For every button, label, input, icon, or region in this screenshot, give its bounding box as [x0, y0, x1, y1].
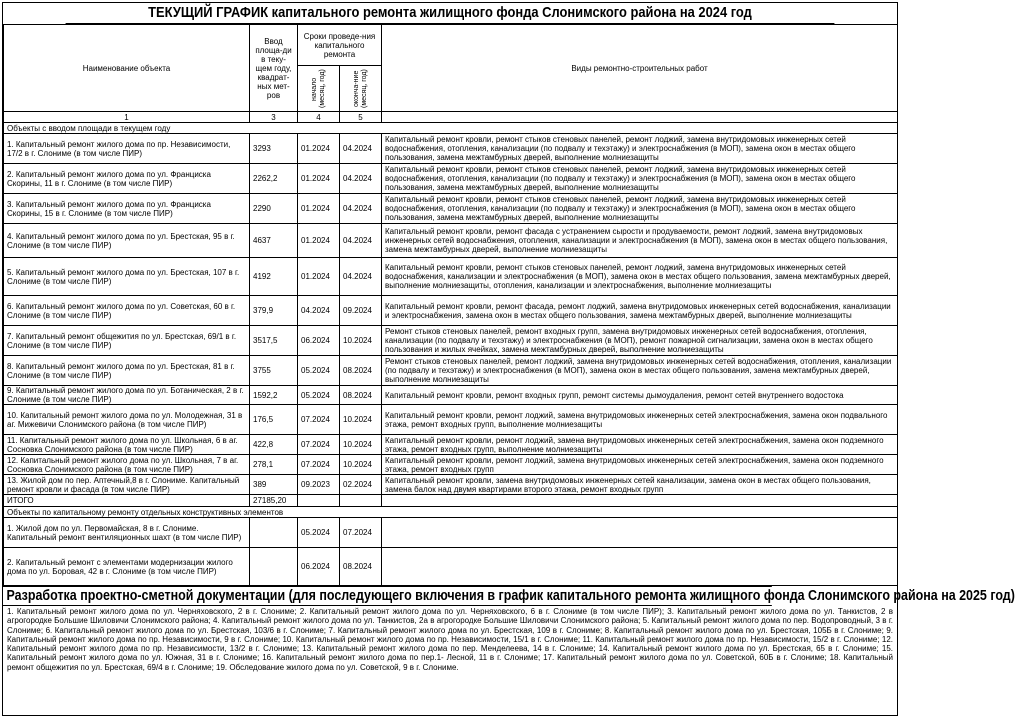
object-name: 12. Капитальный ремонт жилого дома по ул. Школьная, 7 в аг. Сосновка Слонимского района (в том числе ПИР)	[4, 455, 250, 475]
start-date: 07.2024	[298, 455, 340, 475]
table-row	[4, 258, 898, 296]
start-date: 01.2024	[298, 134, 340, 164]
end-date: 10.2024	[340, 435, 382, 455]
column-numbers-row	[4, 112, 898, 123]
table-row	[4, 518, 898, 548]
works-description	[382, 548, 898, 586]
schedule-table	[3, 24, 898, 586]
total-row	[4, 495, 898, 507]
start-date: 07.2024	[298, 435, 340, 455]
end-date: 10.2024	[340, 455, 382, 475]
header-end-cell	[340, 66, 382, 112]
end-date: 04.2024	[340, 224, 382, 258]
total-label: ИТОГО	[4, 495, 250, 507]
table-row	[4, 475, 898, 495]
end-date: 02.2024	[340, 475, 382, 495]
total-empty-works	[382, 495, 898, 507]
works-description: Капитальный ремонт кровли, ремонт стыков стеновых панелей, ремонт лоджий, замена внутридомовых инженерных сетей водоснабжения, отопления, канализации (по подвалу и техэтажу) и электроснабжения (в МОП), замена окон в местах общего пользования, замена межтамбурных дверей, выполнение молниезащиты	[382, 194, 898, 224]
object-name: 4. Капитальный ремонт жилого дома по ул. Брестская, 95 в г. Слониме (в том числе ПИР)	[4, 224, 250, 258]
header-terms: Сроки проведе-ния капитального ремонта	[298, 25, 382, 66]
header-area: Ввод площа-ди в теку-щем году, квадрат-ных мет-ров	[250, 25, 298, 112]
object-area: 1592,2	[250, 386, 298, 405]
end-date: 08.2024	[340, 548, 382, 586]
object-area: 2262,2	[250, 164, 298, 194]
col-num-3: 3	[250, 112, 298, 123]
table-row	[4, 356, 898, 386]
object-name: 1. Капитальный ремонт жилого дома по пр. Независимости, 17/2 в г. Слониме (в том числе ПИР)	[4, 134, 250, 164]
object-area: 278,1	[250, 455, 298, 475]
object-name: 2. Капитальный ремонт жилого дома по ул. Франциска Скорины, 11 в г. Слониме (в том числе ПИР)	[4, 164, 250, 194]
works-description: Капитальный ремонт кровли, ремонт фасада, ремонт лоджий, замена внутридомовых инженерных сетей водоснабжения, канализации и электроснабжения, замена окон в местах общего пользования, замена межтамбурных дверей, выполнение молниезащиты	[382, 296, 898, 326]
section1-row	[4, 123, 898, 134]
works-description	[382, 518, 898, 548]
section1-title: Объекты с вводом площади в текущем году	[4, 123, 898, 134]
table-row	[4, 435, 898, 455]
works-description: Ремонт стыков стеновых панелей, ремонт лоджий, замена внутридомовых инженерных сетей водоснабжения, отопления, канализации (по подвалу и техэтажу) и электроснабжения (в МОП), замена окон в местах общего пользования, замена межтамбурных дверей, выполнение молниезащиты	[382, 356, 898, 386]
table-row	[4, 224, 898, 258]
works-description: Капитальный ремонт кровли, ремонт стыков стеновых панелей, ремонт лоджий, замена внутридомовых инженерных сетей водоснабжения, отопления, канализации (по подвалу и техэтажу) и электроснабжения (в МОП), замена окон в местах общего пользования, замена межтамбурных дверей, выполнение молниезащиты	[382, 134, 898, 164]
object-name: 10. Капитальный ремонт жилого дома по ул. Молодежная, 31 в аг. Мижевичи Слонимского района (в том числе ПИР)	[4, 405, 250, 435]
object-name: 13. Жилой дом по пер. Аптечный,8 в г. Слониме. Капитальный ремонт кровли и фасада (в том числе ПИР)	[4, 475, 250, 495]
works-description: Капитальный ремонт кровли, ремонт лоджий, замена внутридомовых инженерных сетей электроснабжения, замена окон подземного этажа, ремонт входных групп, выполнение молниезащиты	[382, 435, 898, 455]
works-description: Капитальный ремонт кровли, ремонт стыков стеновых панелей, ремонт лоджий, замена внутридомовых инженерных сетей водоснабжения, канализации и электроснабжения (в МОП), замена окон в местах общего пользования, замена межтамбурных дверей, выполнение молниезащиты, отопления, канализации и электроснабжения, выполнение молниезащиты	[382, 258, 898, 296]
header-start: начало (месяц, год)	[310, 69, 326, 109]
doc-section-title: Разработка проектно-сметной документации (для последующего включения в график капитального ремонта жилищного фонда Слонимского района на 2025 год)	[3, 586, 772, 606]
start-date: 01.2024	[298, 164, 340, 194]
section2-row	[4, 507, 898, 518]
object-name: 8. Капитальный ремонт жилого дома по ул. Брестская, 81 в г. Слониме (в том числе ПИР)	[4, 356, 250, 386]
object-area: 3517,5	[250, 326, 298, 356]
end-date: 08.2024	[340, 356, 382, 386]
object-area: 379,9	[250, 296, 298, 326]
start-date: 04.2024	[298, 296, 340, 326]
end-date: 07.2024	[340, 518, 382, 548]
object-name: 2. Капитальный ремонт с элементами модернизации жилого дома по ул. Боровая, 42 в г. Слониме (в том числе ПИР)	[4, 548, 250, 586]
object-area: 4637	[250, 224, 298, 258]
table-row	[4, 164, 898, 194]
table-row	[4, 455, 898, 475]
start-date: 07.2024	[298, 405, 340, 435]
end-date: 04.2024	[340, 164, 382, 194]
table-row	[4, 194, 898, 224]
table-row	[4, 326, 898, 356]
start-date: 01.2024	[298, 194, 340, 224]
start-date: 01.2024	[298, 224, 340, 258]
object-area	[250, 548, 298, 586]
table-row	[4, 548, 898, 586]
total-empty-start	[298, 495, 340, 507]
object-area: 389	[250, 475, 298, 495]
end-date: 09.2024	[340, 296, 382, 326]
object-area: 422,8	[250, 435, 298, 455]
total-empty-end	[340, 495, 382, 507]
start-date: 05.2024	[298, 386, 340, 405]
col-num-5: 5	[340, 112, 382, 123]
section2-title: Объекты по капитальному ремонту отдельных конструктивных элементов	[4, 507, 898, 518]
object-area: 3755	[250, 356, 298, 386]
end-date: 08.2024	[340, 386, 382, 405]
works-description: Капитальный ремонт кровли, ремонт лоджий, замена внутридомовых инженерных сетей электроснабжения, замена окон подвального этажа, ремонт входных групп, выполнение молниезащиты	[382, 405, 898, 435]
doc-list: 1. Капитальный ремонт жилого дома по ул. Черняховского, 2 в г. Слониме; 2. Капитальный ремонт жилого дома по ул. Черняховского, 6 в г. Слониме (в том числе ПИР); 3. Капитальный ремонт жилого дома по ул. Танкистов, 2 в агрогородке Большие Шиловичи Слонимского района; 4. Капитальный ремонт жилого дома по ул. Танкистов, 2а в агрогородке Большие Шиловичи Слонимского района; 5. Капитальный ремонт жилого дома по пер. Водопроводный, 3 в г. Слониме; 6. Капитальный ремонт жилого дома по ул. Брестская, 103/6 в г. Слониме; 7. Капитальный ремонт жилого дома по ул. Брестская, 109 в г. Слониме; 8. Капитальный ремонт жилого дома по ул. Брестская, 105Б в г. Слониме; 9. Капитальный ремонт жилого дома по пр. Независимости, 9 в г. Слониме; 10. Капитальный ремонт жилого дома по пр. Независимости, 15/1 в г. Слониме; 11. Капитальный ремонт жилого дома по пр. Независимости, 15/2 в г. Слониме; 12. Капитальный ремонт жилого дома по пр. Независимости, 13/2 в г. Слониме; 13. Капитальный ремонт жилого дома по пер. Менделеева, 14 в г. Слониме; 14. Капитальный ремонт жилого дома по ул. Брестская, 65 в г. Слониме; 15. Капитальный ремонт жилого дома по ул. Южная, 31 в г. Слониме; 16. Капитальный ремонт жилого дома по пер.1- Лесной, 11 в г. Слониме; 17. Капитальный ремонт жилого дома по ул. Советской, 60Б в г. Слониме; 18. Капитальный ремонт общежития по ул. Брестская, 69/4 в г. Слониме; 19. Обследование жилого дома по ул. Советской, 9 в г. Слониме.	[7, 607, 893, 672]
end-date: 04.2024	[340, 258, 382, 296]
end-date: 04.2024	[340, 194, 382, 224]
object-area	[250, 518, 298, 548]
total-value: 27185,20	[250, 495, 298, 507]
object-area: 176,5	[250, 405, 298, 435]
object-name: 3. Капитальный ремонт жилого дома по ул. Франциска Скорины, 15 в г. Слониме (в том числе ПИР)	[4, 194, 250, 224]
object-name: 5. Капитальный ремонт жилого дома по ул. Брестская, 107 в г. Слониме (в том числе ПИР)	[4, 258, 250, 296]
works-description: Капитальный ремонт кровли, замена внутридомовых инженерных сетей канализации, замена окон в местах общего пользования, замена балок над двумя квартирами второго этажа, ремонт входных групп	[382, 475, 898, 495]
table-row	[4, 405, 898, 435]
start-date: 06.2024	[298, 548, 340, 586]
object-name: 9. Капитальный ремонт жилого дома по ул. Ботаническая, 2 в г. Слониме (в том числе ПИР)	[4, 386, 250, 405]
header-name: Наименование объекта	[4, 25, 250, 112]
schedule-document	[2, 2, 1015, 716]
object-name: 11. Капитальный ремонт жилого дома по ул. Школьная, 6 в аг. Сосновка Слонимского района (в том числе ПИР)	[4, 435, 250, 455]
works-description: Капитальный ремонт кровли, ремонт фасада с устранением сырости и продуваемости, ремонт лоджий, замена внутридомовых инженерных сетей водоснабжения, отопления, канализации и электроснабжения (в МОП), замена окон в местах общего пользования, замена межтамбурных дверей, выполнение молниезащиты	[382, 224, 898, 258]
header-end: оконча-ние (месяц, год)	[352, 69, 368, 109]
end-date: 04.2024	[340, 134, 382, 164]
table-row	[4, 134, 898, 164]
works-description: Ремонт стыков стеновых панелей, ремонт входных групп, замена внутридомовых инженерных сетей водоснабжения, отопления, канализации (по подвалу и техэтажу) и электроснабжения (в МОП), ремонт пожарной сигнализации, замена окон в местах общего пользования и жилых ячейках, замена межтамбурных дверей, выполнение молниезащиты	[382, 326, 898, 356]
end-date: 10.2024	[340, 326, 382, 356]
start-date: 06.2024	[298, 326, 340, 356]
start-date: 05.2024	[298, 356, 340, 386]
works-description: Капитальный ремонт кровли, ремонт лоджий, замена внутридомовых инженерных сетей электроснабжения, замена окон подземного этажа, ремонт входных групп	[382, 455, 898, 475]
object-area: 4192	[250, 258, 298, 296]
header-start-cell	[298, 66, 340, 112]
table-row	[4, 386, 898, 405]
object-name: 7. Капитальный ремонт общежития по ул. Брестская, 69/1 в г. Слониме (в том числе ПИР)	[4, 326, 250, 356]
object-area: 3293	[250, 134, 298, 164]
object-name: 1. Жилой дом по ул. Первомайская, 8 в г. Слониме. Капитальный ремонт вентиляционных шахт (в том числе ПИР)	[4, 518, 250, 548]
document-title: ТЕКУЩИЙ ГРАФИК капитального ремонта жилищного фонда Слонимского района на 2024 год	[66, 3, 835, 24]
end-date: 10.2024	[340, 405, 382, 435]
col-num-4: 4	[298, 112, 340, 123]
table-row	[4, 296, 898, 326]
col-num-1: 1	[4, 112, 250, 123]
works-description: Капитальный ремонт кровли, ремонт входных групп, ремонт системы дымоудаления, ремонт сетей внутреннего водостока	[382, 386, 898, 405]
header-works: Виды ремонтно-строительных работ	[382, 25, 898, 112]
start-date: 01.2024	[298, 258, 340, 296]
start-date: 05.2024	[298, 518, 340, 548]
works-description: Капитальный ремонт кровли, ремонт стыков стеновых панелей, ремонт лоджий, замена внутридомовых инженерных сетей водоснабжения, отопления, канализации (по подвалу и техэтажу) и электроснабжения (в МОП), замена окон в местах общего пользования, замена межтамбурных дверей, выполнение молниезащиты	[382, 164, 898, 194]
object-area: 2290	[250, 194, 298, 224]
col-num-empty	[382, 112, 898, 123]
object-name: 6. Капитальный ремонт жилого дома по ул. Советская, 60 в г. Слониме (в том числе ПИР)	[4, 296, 250, 326]
start-date: 09.2023	[298, 475, 340, 495]
header-row	[4, 25, 898, 66]
